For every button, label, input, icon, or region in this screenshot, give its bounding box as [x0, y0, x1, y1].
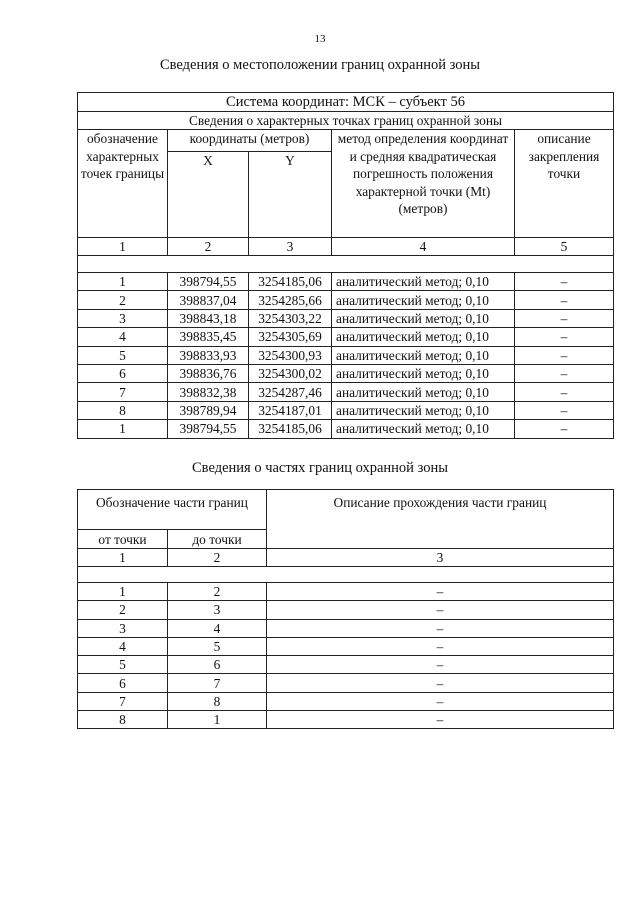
- column-number: 2: [168, 549, 267, 567]
- header-x: X: [168, 152, 249, 238]
- table-row: [78, 291, 614, 309]
- cell-x: 398835,45: [168, 328, 249, 346]
- table-row: [78, 637, 614, 655]
- table-row: [78, 328, 614, 346]
- header-to-point: до точки: [168, 530, 267, 549]
- cell-description: –: [267, 692, 614, 710]
- table-characteristic-points: [77, 92, 614, 439]
- cell-y: 3254300,02: [249, 364, 332, 382]
- column-number: 3: [267, 549, 614, 567]
- cell-to-point: 4: [168, 619, 267, 637]
- cell-method: аналитический метод; 0,10: [332, 364, 515, 382]
- header-coordinates: координаты (метров): [168, 130, 332, 152]
- table-row: [78, 583, 614, 601]
- cell-description: –: [267, 601, 614, 619]
- cell-method: аналитический метод; 0,10: [332, 328, 515, 346]
- table1-subtitle: Сведения о характерных точках границ охранной зоны: [78, 112, 614, 130]
- table-row: [78, 346, 614, 364]
- cell-method: аналитический метод; 0,10: [332, 346, 515, 364]
- cell-to-point: 8: [168, 692, 267, 710]
- cell-point: 4: [78, 328, 168, 346]
- header-point-designation: обозначение характерных точек границы: [78, 130, 168, 238]
- header-part-description: Описание прохождения части границ: [267, 490, 614, 549]
- cell-y: 3254303,22: [249, 309, 332, 327]
- column-number: 5: [515, 238, 614, 256]
- table-row: [78, 656, 614, 674]
- cell-fixing: –: [515, 420, 614, 438]
- cell-x: 398832,38: [168, 383, 249, 401]
- cell-description: –: [267, 656, 614, 674]
- table-row: [78, 420, 614, 438]
- column-number: 3: [249, 238, 332, 256]
- cell-fixing: –: [515, 401, 614, 419]
- cell-y: 3254287,46: [249, 383, 332, 401]
- cell-from-point: 5: [78, 656, 168, 674]
- cell-x: 398833,93: [168, 346, 249, 364]
- cell-y: 3254300,93: [249, 346, 332, 364]
- table-row: [78, 674, 614, 692]
- cell-x: 398789,94: [168, 401, 249, 419]
- cell-y: 3254285,66: [249, 291, 332, 309]
- table-row: [78, 383, 614, 401]
- table-boundary-parts: [77, 489, 614, 729]
- table-row: [78, 273, 614, 291]
- cell-fixing: –: [515, 364, 614, 382]
- page-number: 13: [314, 33, 326, 45]
- cell-point: 3: [78, 309, 168, 327]
- cell-method: аналитический метод; 0,10: [332, 309, 515, 327]
- cell-y: 3254185,06: [249, 420, 332, 438]
- cell-fixing: –: [515, 383, 614, 401]
- cell-to-point: 2: [168, 583, 267, 601]
- cell-to-point: 5: [168, 637, 267, 655]
- cell-fixing: –: [515, 309, 614, 327]
- cell-point: 2: [78, 291, 168, 309]
- cell-point: 1: [78, 273, 168, 291]
- table-row: [78, 619, 614, 637]
- cell-method: аналитический метод; 0,10: [332, 401, 515, 419]
- column-number: 1: [78, 238, 168, 256]
- table-row: [78, 601, 614, 619]
- cell-description: –: [267, 619, 614, 637]
- table-row: [78, 711, 614, 729]
- cell-to-point: 1: [168, 711, 267, 729]
- cell-to-point: 7: [168, 674, 267, 692]
- cell-method: аналитический метод; 0,10: [332, 420, 515, 438]
- column-number: 2: [168, 238, 249, 256]
- table-row: [78, 364, 614, 382]
- spacer-row: [78, 567, 614, 583]
- table-row: [78, 309, 614, 327]
- cell-method: аналитический метод; 0,10: [332, 383, 515, 401]
- cell-x: 398837,04: [168, 291, 249, 309]
- heading-location: Сведения о местоположении границ охранной зоны: [159, 57, 480, 73]
- spacer-row: [78, 256, 614, 273]
- cell-description: –: [267, 674, 614, 692]
- header-y: Y: [249, 152, 332, 238]
- table-row: [78, 692, 614, 710]
- cell-from-point: 3: [78, 619, 168, 637]
- header-fixing-description: описание закрепления точки: [515, 130, 614, 238]
- cell-point: 6: [78, 364, 168, 382]
- cell-point: 5: [78, 346, 168, 364]
- cell-fixing: –: [515, 291, 614, 309]
- cell-fixing: –: [515, 328, 614, 346]
- coordinate-system: Система координат: МСК – субъект 56: [78, 93, 614, 112]
- cell-from-point: 7: [78, 692, 168, 710]
- cell-from-point: 6: [78, 674, 168, 692]
- table-row: [78, 401, 614, 419]
- cell-description: –: [267, 711, 614, 729]
- cell-x: 398794,55: [168, 273, 249, 291]
- heading-parts: Сведения о частях границ охранной зоны: [192, 460, 448, 476]
- header-part-designation: Обозначение части границ: [78, 490, 267, 530]
- header-method: метод определения координат и средняя квадратическая погрешность положения характерной точки (Mt) (метров): [332, 130, 515, 238]
- cell-y: 3254185,06: [249, 273, 332, 291]
- cell-description: –: [267, 637, 614, 655]
- cell-to-point: 6: [168, 656, 267, 674]
- column-number: 4: [332, 238, 515, 256]
- cell-fixing: –: [515, 273, 614, 291]
- cell-from-point: 1: [78, 583, 168, 601]
- cell-y: 3254187,01: [249, 401, 332, 419]
- cell-from-point: 2: [78, 601, 168, 619]
- header-from-point: от точки: [78, 530, 168, 549]
- cell-point: 8: [78, 401, 168, 419]
- column-number: 1: [78, 549, 168, 567]
- cell-y: 3254305,69: [249, 328, 332, 346]
- cell-x: 398843,18: [168, 309, 249, 327]
- cell-fixing: –: [515, 346, 614, 364]
- cell-to-point: 3: [168, 601, 267, 619]
- cell-method: аналитический метод; 0,10: [332, 273, 515, 291]
- cell-method: аналитический метод; 0,10: [332, 291, 515, 309]
- cell-point: 1: [78, 420, 168, 438]
- cell-x: 398836,76: [168, 364, 249, 382]
- cell-point: 7: [78, 383, 168, 401]
- cell-from-point: 4: [78, 637, 168, 655]
- cell-x: 398794,55: [168, 420, 249, 438]
- cell-description: –: [267, 583, 614, 601]
- cell-from-point: 8: [78, 711, 168, 729]
